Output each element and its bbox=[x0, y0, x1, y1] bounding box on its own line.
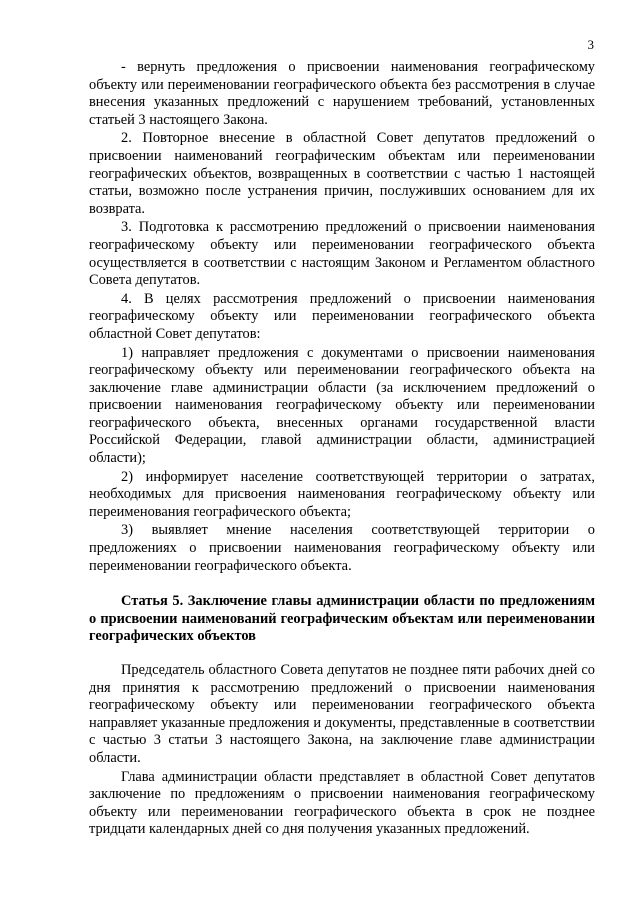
document-body bbox=[89, 59, 595, 839]
list-item-1: 1) направляет предложения с документами о присвоении наименования географическому объекту или переименовании географического объекта на заключение главе администрации области (за исключением предложений о присвоении наименования географическому объекту или переименовании географического объекта, внесенных органами государственной власти Российской Федерации, главой администрации области, администрацией области); bbox=[89, 344, 595, 467]
article-5-paragraph-2: Глава администрации области представляет в областной Совет депутатов заключение по предложениям о присвоении наименования географическому объекту или переименовании географического объекта в срок не позднее тридцати календарных дней со дня получения указанных предложений. bbox=[89, 768, 595, 838]
list-item-3: 3) выявляет мнение населения соответствующей территории о предложениях о присвоении наименования географическому объекту или переименовании географического объекта. bbox=[89, 522, 595, 574]
page-number: 3 bbox=[587, 37, 594, 52]
paragraph-4: 4. В целях рассмотрения предложений о присвоении наименования географическому объекту или переименовании географического объекта областной Совет депутатов: bbox=[89, 290, 595, 342]
paragraph-return-proposals: - вернуть предложения о присвоении наименования географическому объекту или переименовании географического объекта без рассмотрения в случае внесения указанных предложений с нарушением требований, установленных статьей 3 настоящего Закона. bbox=[89, 59, 595, 128]
article-5-heading: Статья 5. Заключение главы администрации области по предложениям о присвоении наименований географическим объектам или переименовании географических объектов bbox=[89, 593, 595, 645]
paragraph-3: 3. Подготовка к рассмотрению предложений о присвоении наименования географическому объекту или переименовании географического объекта осуществляется в соответствии с настоящим Законом и Регламентом областного Совета депутатов. bbox=[89, 219, 595, 289]
paragraph-2: 2. Повторное внесение в областной Совет депутатов предложений о присвоении наименований географическим объектам или переименовании географических объектов, возвращенных в соответствии с частью 1 настоящей статьи, возможно после устранения причин, послуживших основанием для их возврата. bbox=[89, 130, 595, 217]
article-5-paragraph-1: Председатель областного Совета депутатов не позднее пяти рабочих дней со дня принятия к рассмотрению предложений о присвоении наименования географическому объекту или переименовании географического объекта направляет указанные предложения и документы, представленные в соответствии с частью 3 статьи 3 настоящего Закона, на заключение главе администрации области. bbox=[89, 662, 595, 766]
list-item-2: 2) информирует население соответствующей территории о затратах, необходимых для присвоения наименования географическому объекту или переименования географического объекта; bbox=[89, 468, 595, 520]
